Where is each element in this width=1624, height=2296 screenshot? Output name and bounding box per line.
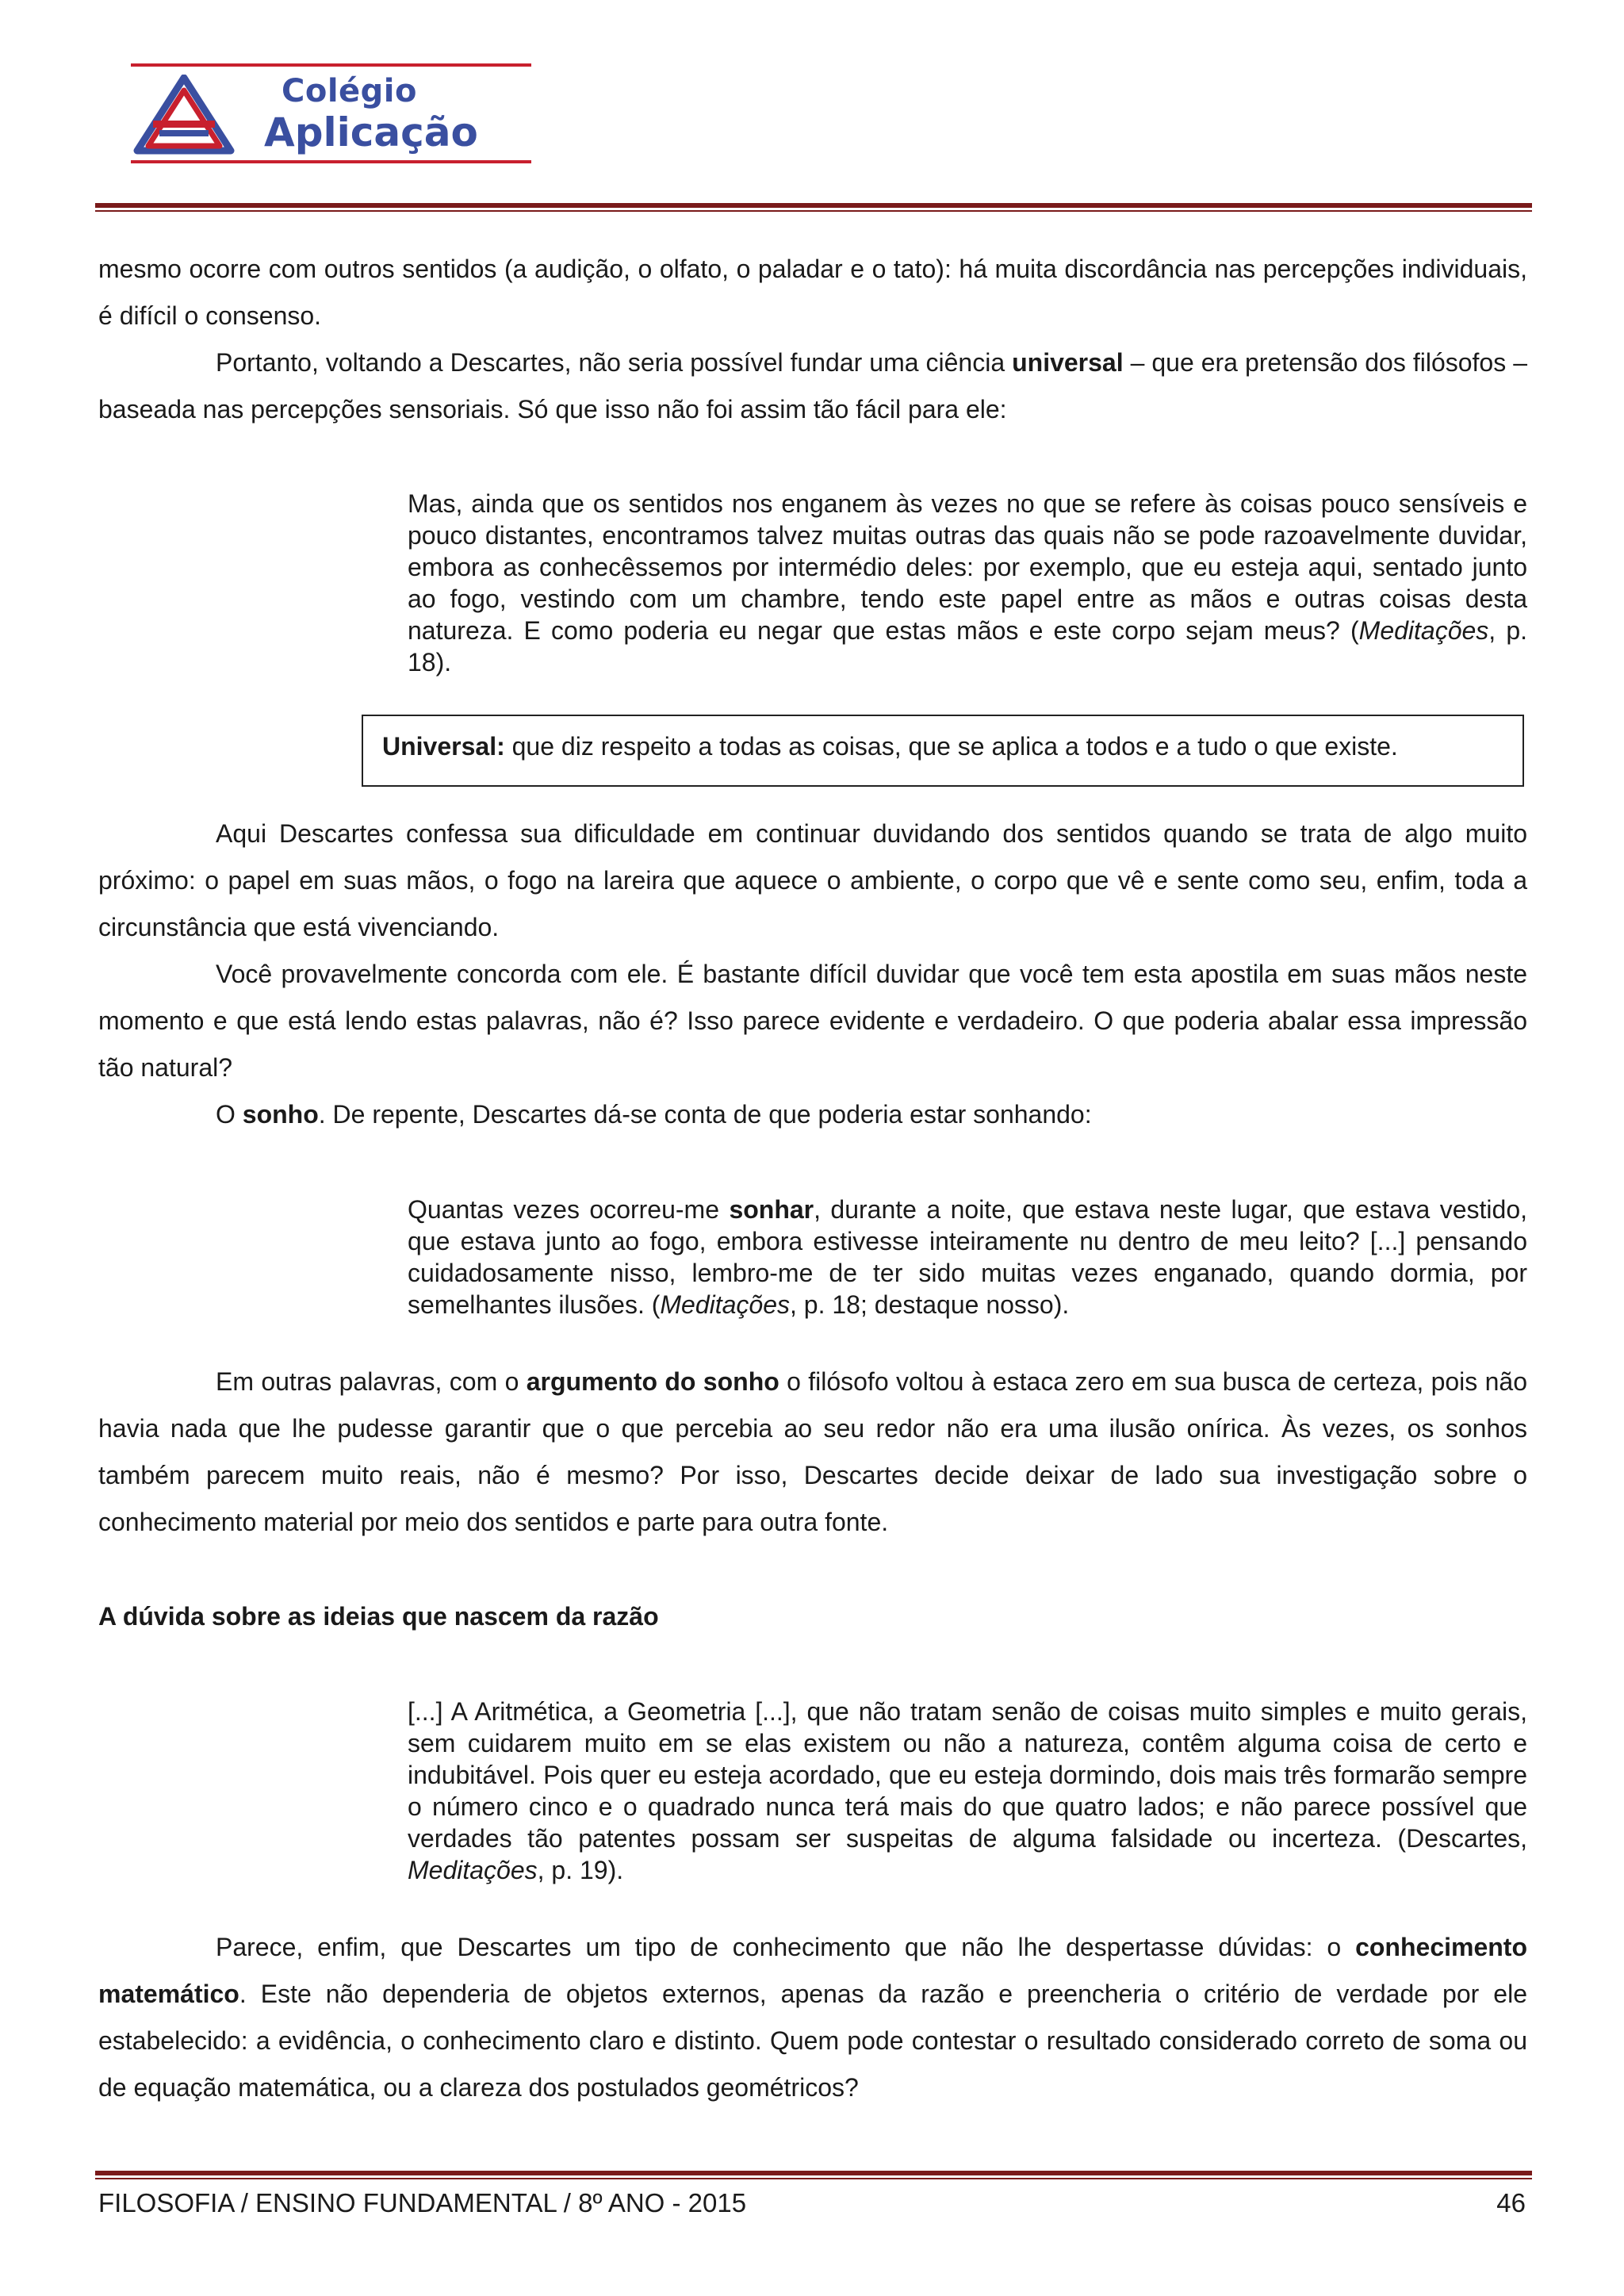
paragraph-5-text: O xyxy=(216,1100,243,1129)
logo-top-line xyxy=(131,63,531,67)
quote-3-citation: , p. 19). xyxy=(537,1856,624,1884)
quote-2-source: Meditações xyxy=(660,1290,791,1319)
quote-2-citation: , p. 18; destaque nosso). xyxy=(790,1290,1070,1319)
paragraph-7-text: Parece, enfim, que Descartes um tipo de conhecimento que não lhe despertasse dúvidas: o xyxy=(216,1933,1356,1961)
glossary-term: Universal: xyxy=(382,732,505,761)
paragraph-4 xyxy=(98,951,1527,1091)
logo-text-colegio: Colégio xyxy=(282,73,417,109)
term-sonho: sonho xyxy=(242,1100,319,1129)
quote-1-source: Meditações xyxy=(1358,616,1489,645)
paragraph-1-text: mesmo ocorre com outros sentidos (a audição, o olfato, o paladar e o tato): há muita discordância nas percepções individuais, é difícil o consenso. xyxy=(98,255,1527,330)
paragraph-2-text-cont: – que era pretensão dos filósofos – baseada nas percepções sensoriais. Só que isso não foi assim tão fácil para ele: xyxy=(98,348,1528,424)
paragraph-5 xyxy=(98,1091,1527,1138)
quote-2-text: Quantas vezes ocorreu-me xyxy=(408,1195,730,1224)
footer-page-number: 46 xyxy=(1496,2188,1526,2217)
paragraph-7 xyxy=(98,1924,1527,2111)
paragraph-5-text-cont: . De repente, Descartes dá-se conta de que poderia estar sonhando: xyxy=(318,1100,1092,1129)
paragraph-3-text: Aqui Descartes confessa sua dificuldade em continuar duvidando dos sentidos quando se trata de algo muito próximo: o papel em suas mãos, o fogo na lareira que aquece o ambiente, o corpo que vê e sente como seu, enfim, toda a circunstância que está vivenciando. xyxy=(98,819,1527,941)
quote-1-text: Mas, ainda que os sentidos nos enganem às vezes no que se refere às coisas pouco sensíveis e pouco distantes, encontramos talvez muitas outras das quais não se pode razoavelmente duvidar, embora as conhecêssemos por intermédio deles: por exemplo, que eu esteja aqui, sentado junto ao fogo, vestindo com um chambre, tendo este papel entre as mãos e outras coisas desta natureza. E como poderia eu negar que estas mãos e este corpo sejam meus? ( xyxy=(408,489,1527,645)
glossary-definition: que diz respeito a todas as coisas, que se aplica a todos e a tudo o que existe. xyxy=(504,732,1398,761)
paragraph-2 xyxy=(98,339,1527,433)
logo-text-aplicacao: Aplicação xyxy=(264,109,478,155)
section-heading: A dúvida sobre as ideias que nascem da razão xyxy=(98,1602,659,1631)
glossary-box xyxy=(362,715,1524,787)
paragraph-2-text: Portanto, voltando a Descartes, não seria possível fundar uma ciência xyxy=(216,348,1013,377)
logo-bottom-line xyxy=(131,160,531,163)
paragraph-4-text: Você provavelmente concorda com ele. É bastante difícil duvidar que você tem esta apostila em suas mãos neste momento e que está lendo estas palavras, não é? Isso parece evidente e verdadeiro. O que poderia abalar essa impressão tão natural? xyxy=(98,960,1527,1082)
quote-1 xyxy=(408,488,1527,678)
paragraph-6-text-cont: o filósofo voltou à estaca zero em sua busca de certeza, pois não havia nada que lhe pudesse garantir que o que percebia ao seu redor não era uma ilusão onírica. Às vezes, os sonhos também parecem muito reais, não é mesmo? Por isso, Descartes decide deixar de lado sua investigação sobre o conhecimento material por meio dos sentidos e parte para outra fonte. xyxy=(98,1367,1528,1536)
paragraph-3 xyxy=(98,811,1527,951)
paragraph-6-text: Em outras palavras, com o xyxy=(216,1367,527,1396)
quote-3 xyxy=(408,1696,1527,1886)
logo-triangle-icon xyxy=(132,75,236,155)
term-conhecimento-matematico: conhecimento matemático xyxy=(98,1933,1527,2008)
footer-course: FILOSOFIA / ENSINO FUNDAMENTAL / 8º ANO - 2015 xyxy=(98,2188,747,2217)
term-universal: universal xyxy=(1012,348,1124,377)
term-argumento-do-sonho: argumento do sonho xyxy=(526,1367,779,1396)
quote-2-text-cont: , durante a noite, que estava neste lugar, que estava vestido, que estava junto ao fogo, embora estivesse inteiramente nu dentro de meu leito? [...] pensando cuidadosamente nisso, lembro-me de ter sido muitas vezes enganado, quando dormia, por semelhantes ilusões. ( xyxy=(408,1195,1528,1319)
school-logo xyxy=(131,63,531,165)
quote-2 xyxy=(408,1194,1527,1320)
footer-rule xyxy=(95,2171,1532,2179)
term-sonhar: sonhar xyxy=(729,1195,814,1224)
quote-3-source: Meditações xyxy=(408,1856,538,1884)
paragraph-7-text-cont: . Este não dependeria de objetos externos, apenas da razão e preencheria o critério de verdade por ele estabelecido: a evidência, o conhecimento claro e distinto. Quem pode contestar o resultado considerado correto de soma ou de equação matemática, ou a clareza dos postulados geométricos? xyxy=(98,1980,1527,2102)
header-rule xyxy=(95,203,1532,212)
paragraph-1 xyxy=(98,246,1527,339)
quote-1-citation: , p. 18). xyxy=(408,616,1528,677)
paragraph-6 xyxy=(98,1359,1527,1546)
quote-3-text: [...] A Aritmética, a Geometria [...], que não tratam senão de coisas muito simples e muito gerais, sem cuidarem muito em se elas existem ou não a natureza, contêm alguma coisa de certo e indubitável. Pois quer eu esteja acordado, que eu esteja dormindo, dois mais três formarão sempre o número cinco e o quadrado nunca terá mais do que quatro lados; e não parece possível que verdades tão patentes possam ser suspeitas de alguma falsidade ou incerteza. (Descartes, xyxy=(408,1697,1527,1853)
